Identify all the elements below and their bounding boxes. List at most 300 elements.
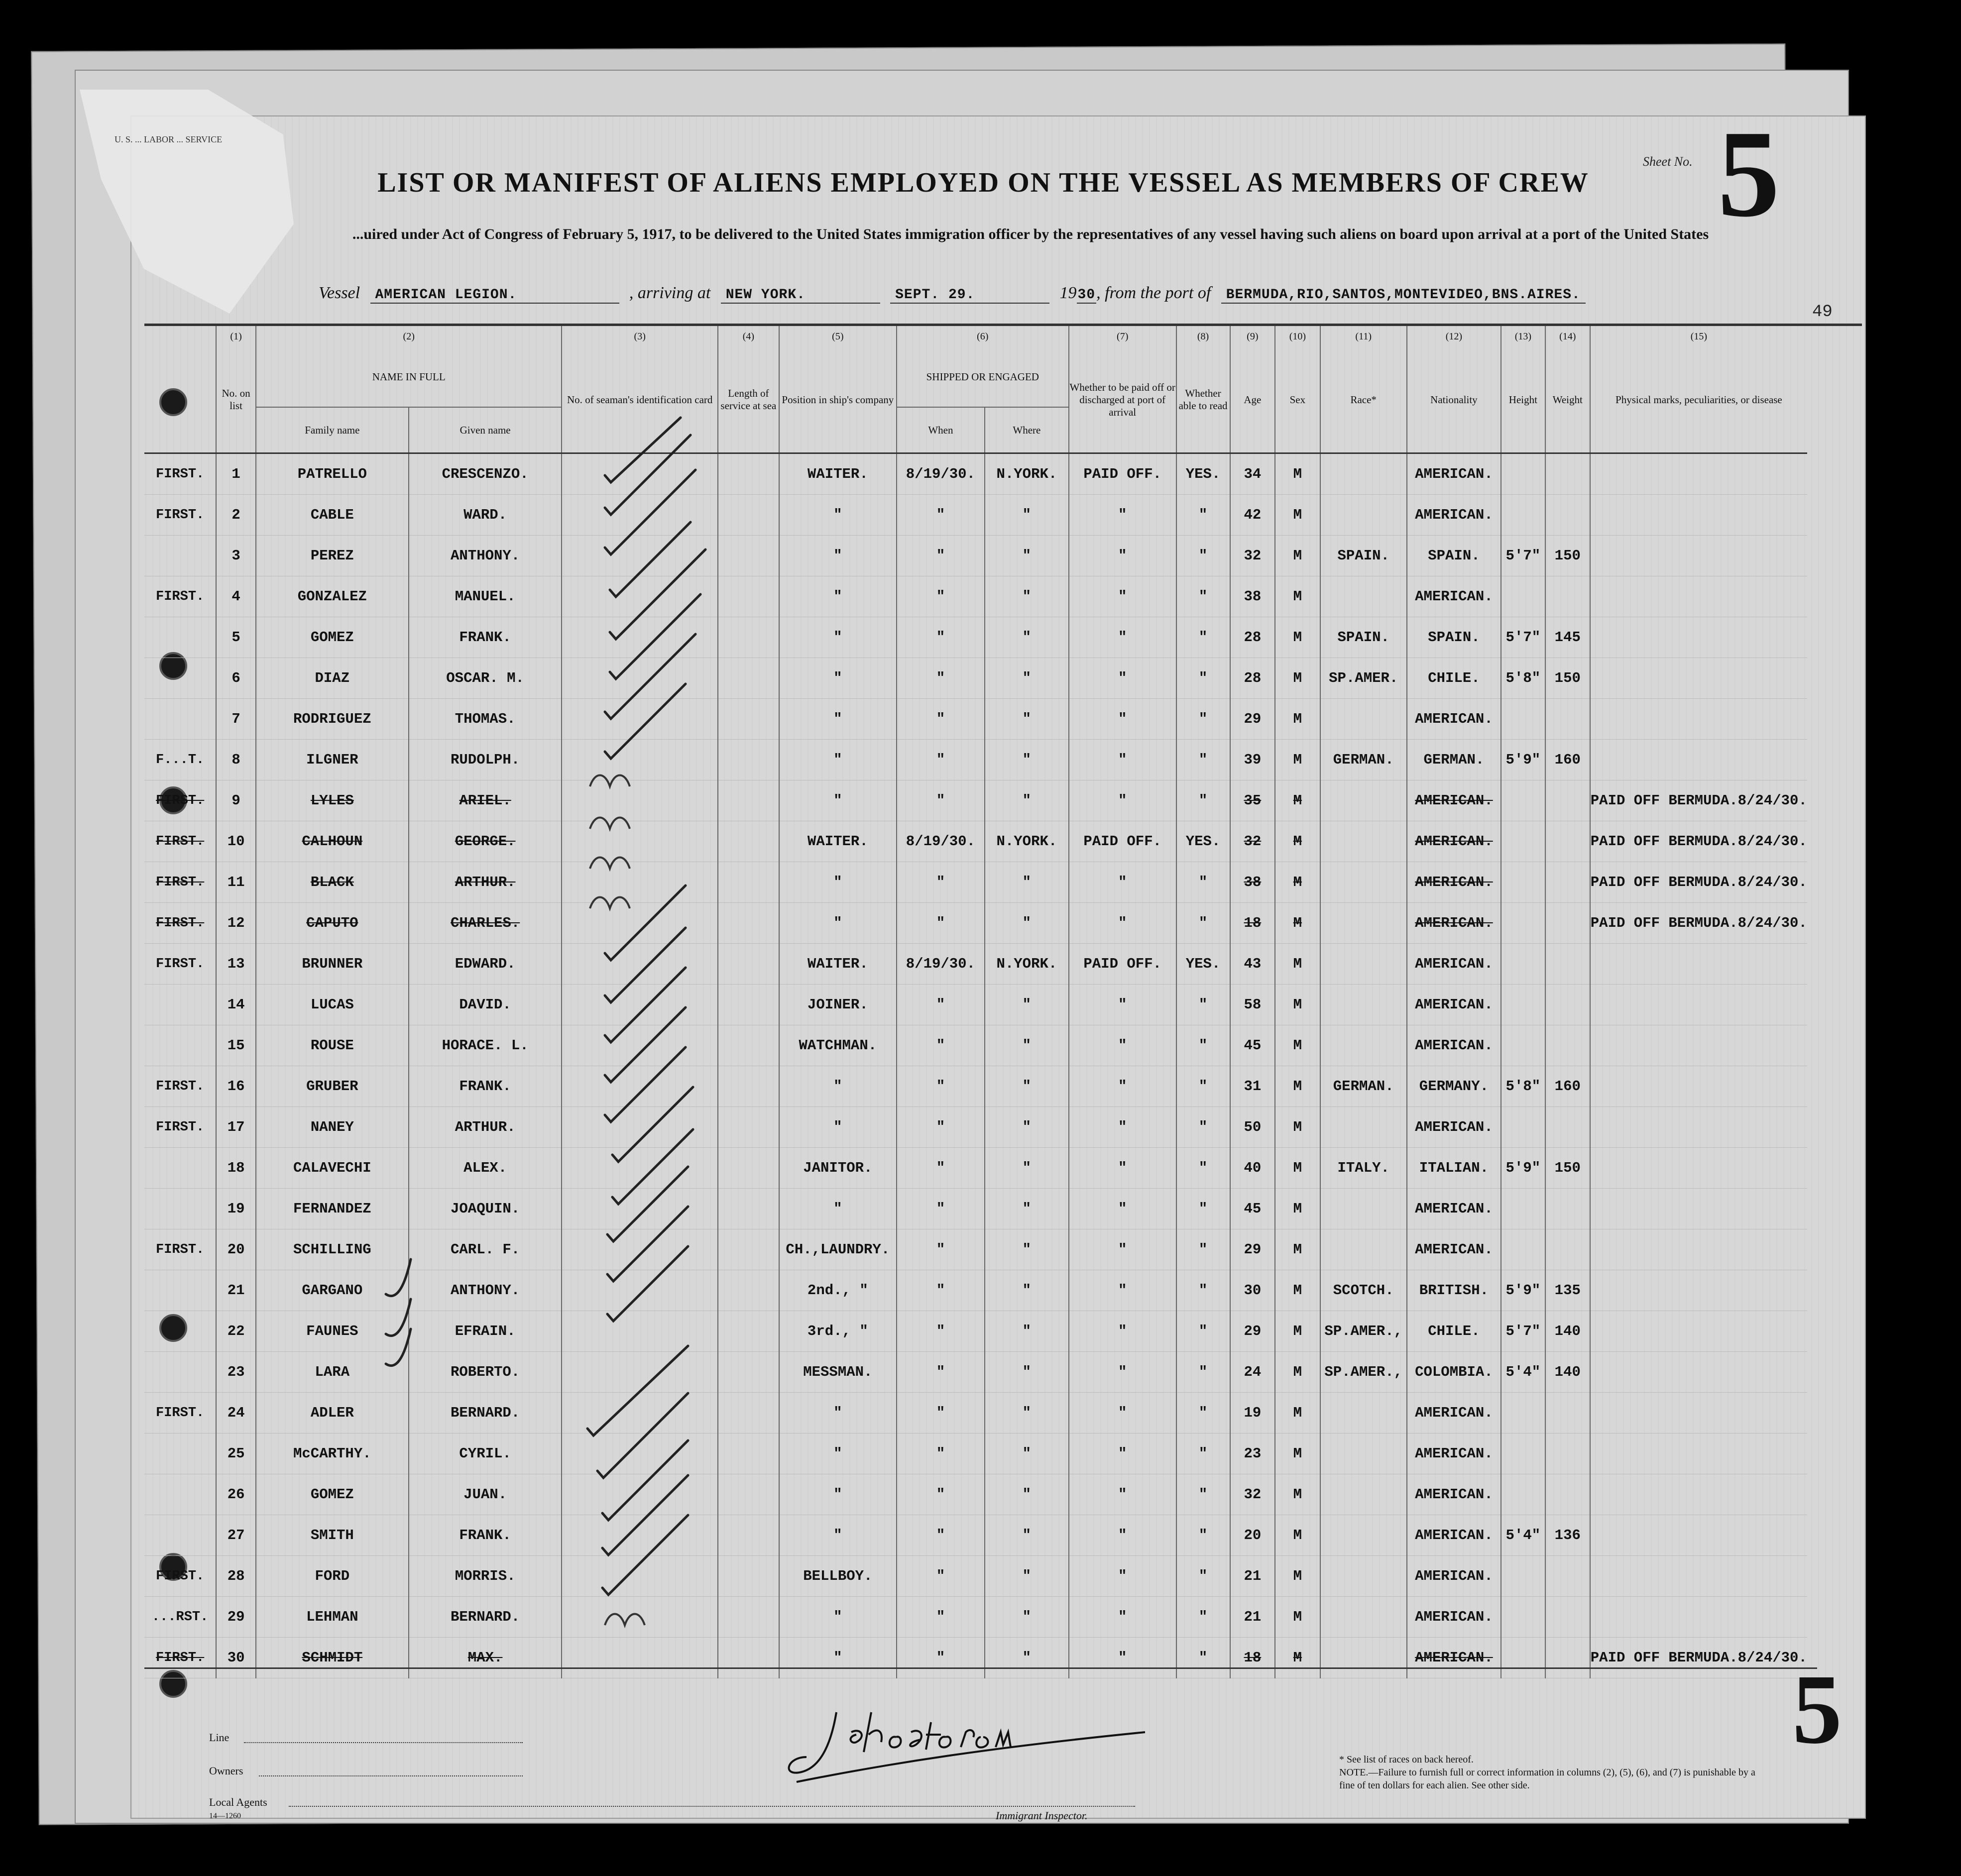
list-number: 9 — [216, 780, 256, 821]
nationality: CHILE. — [1407, 658, 1501, 699]
given-name: CYRIL. — [409, 1434, 562, 1474]
paid-off: " — [1069, 1352, 1176, 1393]
shipped-when: " — [897, 1515, 985, 1556]
position: " — [779, 617, 897, 658]
physical-marks — [1590, 576, 1807, 617]
nationality: AMERICAN. — [1407, 576, 1501, 617]
nationality: COLOMBIA. — [1407, 1352, 1501, 1393]
paid-off: " — [1069, 1597, 1176, 1638]
given-name: CARL. F. — [409, 1229, 562, 1270]
footnote-penalty: NOTE.—Failure to furnish full or correct information in columns (2), (5), (6), and (7) is punishable by a fine of ten dollars for each alien. See other side. — [1339, 1767, 1755, 1791]
length-of-service — [718, 1474, 779, 1515]
position: JOINER. — [779, 985, 897, 1025]
family-name: SCHILLING — [256, 1229, 409, 1270]
race — [1320, 1556, 1407, 1597]
seaman-id-card — [562, 1638, 717, 1678]
shipped-when: " — [897, 699, 985, 740]
able-to-read: " — [1176, 1638, 1230, 1678]
physical-marks: PAID OFF BERMUDA.8/24/30. — [1590, 903, 1807, 944]
position: " — [779, 1515, 897, 1556]
arrival-date: SEPT. 29. — [890, 287, 1049, 304]
nationality: AMERICAN. — [1407, 1107, 1501, 1148]
position: " — [779, 658, 897, 699]
shipped-where: " — [985, 1597, 1069, 1638]
physical-marks: PAID OFF BERMUDA.8/24/30. — [1590, 780, 1807, 821]
given-name: BERNARD. — [409, 1393, 562, 1434]
column-number: (8) — [1176, 326, 1230, 347]
seaman-id-card — [562, 1107, 717, 1148]
given-name: FRANK. — [409, 617, 562, 658]
family-name: McCARTHY. — [256, 1434, 409, 1474]
column-number: (11) — [1320, 326, 1407, 347]
age: 32 — [1230, 821, 1275, 862]
nationality: AMERICAN. — [1407, 1189, 1501, 1229]
shipped-when: " — [897, 1352, 985, 1393]
shipped-where: " — [985, 658, 1069, 699]
header-name-in-full: NAME IN FULL — [256, 347, 562, 407]
sex: M — [1275, 1311, 1320, 1352]
physical-marks — [1590, 1393, 1807, 1434]
paid-off: " — [1069, 1107, 1176, 1148]
able-to-read: " — [1176, 1066, 1230, 1107]
length-of-service — [718, 1229, 779, 1270]
shipped-when: 8/19/30. — [897, 821, 985, 862]
vessel-name: AMERICAN LEGION. — [370, 287, 619, 304]
physical-marks — [1590, 1434, 1807, 1474]
weight — [1545, 862, 1590, 903]
nationality: AMERICAN. — [1407, 699, 1501, 740]
able-to-read: " — [1176, 903, 1230, 944]
sex: M — [1275, 699, 1320, 740]
crew-rows — [144, 453, 1807, 1678]
paid-off: " — [1069, 1311, 1176, 1352]
shipped-where: " — [985, 1515, 1069, 1556]
nationality: AMERICAN. — [1407, 985, 1501, 1025]
given-name: HORACE. L. — [409, 1025, 562, 1066]
able-to-read: " — [1176, 1597, 1230, 1638]
shipped-where: " — [985, 740, 1069, 780]
shipped-when: " — [897, 617, 985, 658]
shipped-when: " — [897, 495, 985, 536]
length-of-service — [718, 1311, 779, 1352]
shipped-when: " — [897, 1638, 985, 1678]
sheet-number: 5 — [1718, 105, 1780, 243]
length-of-service — [718, 453, 779, 495]
shipped-when: " — [897, 1189, 985, 1229]
nationality: AMERICAN. — [1407, 1515, 1501, 1556]
weight — [1545, 1474, 1590, 1515]
shipped-when: " — [897, 1107, 985, 1148]
given-name: RUDOLPH. — [409, 740, 562, 780]
physical-marks — [1590, 536, 1807, 576]
weight: 140 — [1545, 1352, 1590, 1393]
sex: M — [1275, 1638, 1320, 1678]
footnote — [1339, 1753, 1767, 1792]
weight: 160 — [1545, 1066, 1590, 1107]
shipped-where: " — [985, 903, 1069, 944]
table-row — [144, 576, 1807, 617]
given-name: FRANK. — [409, 1066, 562, 1107]
family-name: CALHOUN — [256, 821, 409, 862]
list-number: 8 — [216, 740, 256, 780]
age: 38 — [1230, 576, 1275, 617]
paid-off: PAID OFF. — [1069, 821, 1176, 862]
list-number: 27 — [216, 1515, 256, 1556]
given-name: EFRAIN. — [409, 1311, 562, 1352]
sex: M — [1275, 1189, 1320, 1229]
weight: 160 — [1545, 740, 1590, 780]
physical-marks — [1590, 1189, 1807, 1229]
nationality: CHILE. — [1407, 1311, 1501, 1352]
physical-marks: PAID OFF BERMUDA.8/24/30. — [1590, 862, 1807, 903]
paid-off: " — [1069, 1638, 1176, 1678]
list-number: 12 — [216, 903, 256, 944]
able-to-read: " — [1176, 1311, 1230, 1352]
height: 5'9" — [1501, 1148, 1545, 1189]
list-number: 14 — [216, 985, 256, 1025]
weight — [1545, 1107, 1590, 1148]
height — [1501, 576, 1545, 617]
nationality: ITALIAN. — [1407, 1148, 1501, 1189]
paid-off: " — [1069, 617, 1176, 658]
height — [1501, 1556, 1545, 1597]
height: 5'4" — [1501, 1352, 1545, 1393]
shipped-when: " — [897, 780, 985, 821]
column-number: (14) — [1545, 326, 1590, 347]
first-class-mark: FIRST. — [144, 576, 216, 617]
race — [1320, 985, 1407, 1025]
header-where: Where — [985, 407, 1069, 453]
shipped-where: " — [985, 536, 1069, 576]
first-class-mark: FIRST. — [144, 1229, 216, 1270]
page-number: 49 — [1812, 303, 1833, 322]
height — [1501, 985, 1545, 1025]
given-name: JUAN. — [409, 1474, 562, 1515]
bottom-sheet-number: 5 — [1792, 1655, 1842, 1765]
length-of-service — [718, 944, 779, 985]
shipped-where: " — [985, 1311, 1069, 1352]
paid-off: " — [1069, 903, 1176, 944]
seaman-id-card — [562, 617, 717, 658]
length-of-service — [718, 658, 779, 699]
race — [1320, 1107, 1407, 1148]
given-name: MAX. — [409, 1638, 562, 1678]
column-number: (2) — [256, 326, 562, 347]
family-name: GARGANO — [256, 1270, 409, 1311]
nationality: AMERICAN. — [1407, 1556, 1501, 1597]
family-name: LYLES — [256, 780, 409, 821]
seaman-id-card — [562, 1025, 717, 1066]
local-agents-label: Local Agents — [209, 1796, 267, 1808]
seaman-id-card — [562, 495, 717, 536]
height — [1501, 1638, 1545, 1678]
first-class-mark — [144, 1025, 216, 1066]
height: 5'7" — [1501, 1311, 1545, 1352]
height — [1501, 944, 1545, 985]
page-subtitle: ...uired under Act of Congress of February 5, 1917, to be delivered to the United States immigration officer by the representatives of any vessel having such aliens on board upon arrival at a port of the United States — [352, 226, 1709, 242]
crew-manifest-table — [144, 326, 1807, 1678]
column-number: (15) — [1590, 326, 1807, 347]
shipped-when: " — [897, 1597, 985, 1638]
position: " — [779, 1066, 897, 1107]
sex: M — [1275, 1148, 1320, 1189]
first-class-mark: FIRST. — [144, 1066, 216, 1107]
sex: M — [1275, 1434, 1320, 1474]
able-to-read: " — [1176, 536, 1230, 576]
height — [1501, 862, 1545, 903]
paid-off: PAID OFF. — [1069, 453, 1176, 495]
header-weight: Weight — [1545, 347, 1590, 453]
given-name: JOAQUIN. — [409, 1189, 562, 1229]
given-name: THOMAS. — [409, 699, 562, 740]
able-to-read: " — [1176, 1515, 1230, 1556]
nationality: BRITISH. — [1407, 1270, 1501, 1311]
able-to-read: " — [1176, 1474, 1230, 1515]
list-number: 18 — [216, 1148, 256, 1189]
paid-off: " — [1069, 1189, 1176, 1229]
physical-marks: PAID OFF BERMUDA.8/24/30. — [1590, 821, 1807, 862]
footer-rule — [144, 1667, 1817, 1669]
first-class-mark — [144, 1352, 216, 1393]
physical-marks — [1590, 1270, 1807, 1311]
sex: M — [1275, 903, 1320, 944]
nationality: AMERICAN. — [1407, 821, 1501, 862]
family-name: GONZALEZ — [256, 576, 409, 617]
list-number: 3 — [216, 536, 256, 576]
vessel-line — [319, 284, 1812, 304]
weight — [1545, 780, 1590, 821]
family-name: CAPUTO — [256, 903, 409, 944]
height: 5'7" — [1501, 617, 1545, 658]
age: 42 — [1230, 495, 1275, 536]
paid-off: " — [1069, 1556, 1176, 1597]
first-class-mark — [144, 1189, 216, 1229]
age: 29 — [1230, 1311, 1275, 1352]
paid-off: " — [1069, 1434, 1176, 1474]
list-number: 25 — [216, 1434, 256, 1474]
first-class-mark: FIRST. — [144, 453, 216, 495]
position: " — [779, 536, 897, 576]
list-number: 2 — [216, 495, 256, 536]
weight — [1545, 1597, 1590, 1638]
paid-off: " — [1069, 699, 1176, 740]
physical-marks — [1590, 1066, 1807, 1107]
header-shipped-or-engaged: SHIPPED OR ENGAGED — [897, 347, 1069, 407]
shipped-where: " — [985, 699, 1069, 740]
length-of-service — [718, 821, 779, 862]
header-able-to-read: Whether able to read — [1176, 347, 1230, 453]
able-to-read: " — [1176, 985, 1230, 1025]
from-label: , from the port of — [1096, 284, 1211, 302]
nationality: AMERICAN. — [1407, 944, 1501, 985]
first-class-mark: FIRST. — [144, 495, 216, 536]
inspector-label: Immigrant Inspector. — [996, 1809, 1088, 1822]
first-class-mark: FIRST. — [144, 780, 216, 821]
able-to-read: " — [1176, 1107, 1230, 1148]
shipped-when: " — [897, 1434, 985, 1474]
race: SP.AMER. — [1320, 658, 1407, 699]
nationality: AMERICAN. — [1407, 1229, 1501, 1270]
first-class-mark: FIRST. — [144, 1638, 216, 1678]
list-number: 4 — [216, 576, 256, 617]
shipped-where: " — [985, 780, 1069, 821]
given-name: EDWARD. — [409, 944, 562, 985]
physical-marks — [1590, 1311, 1807, 1352]
height — [1501, 821, 1545, 862]
list-number: 20 — [216, 1229, 256, 1270]
paid-off: PAID OFF. — [1069, 944, 1176, 985]
age: 19 — [1230, 1393, 1275, 1434]
able-to-read: " — [1176, 576, 1230, 617]
seaman-id-card — [562, 985, 717, 1025]
weight — [1545, 699, 1590, 740]
seaman-id-card — [562, 1393, 717, 1434]
column-number: (12) — [1407, 326, 1501, 347]
race — [1320, 1474, 1407, 1515]
length-of-service — [718, 862, 779, 903]
physical-marks: PAID OFF BERMUDA.8/24/30. — [1590, 1638, 1807, 1678]
race: SPAIN. — [1320, 617, 1407, 658]
table-row — [144, 658, 1807, 699]
table-row — [144, 903, 1807, 944]
shipped-when: " — [897, 903, 985, 944]
list-number: 16 — [216, 1066, 256, 1107]
table-row — [144, 821, 1807, 862]
shipped-where: " — [985, 1352, 1069, 1393]
position: WAITER. — [779, 944, 897, 985]
seaman-id-card — [562, 699, 717, 740]
position: " — [779, 576, 897, 617]
age: 29 — [1230, 1229, 1275, 1270]
sex: M — [1275, 1474, 1320, 1515]
column-number: (3) — [562, 326, 717, 347]
list-number: 24 — [216, 1393, 256, 1434]
list-number: 6 — [216, 658, 256, 699]
race — [1320, 1434, 1407, 1474]
family-name: LARA — [256, 1352, 409, 1393]
able-to-read: " — [1176, 495, 1230, 536]
nationality: AMERICAN. — [1407, 495, 1501, 536]
family-name: ADLER — [256, 1393, 409, 1434]
position: " — [779, 903, 897, 944]
given-name: ANTHONY. — [409, 1270, 562, 1311]
age: 28 — [1230, 658, 1275, 699]
list-number: 26 — [216, 1474, 256, 1515]
sex: M — [1275, 1107, 1320, 1148]
shipped-where: N.YORK. — [985, 453, 1069, 495]
age: 30 — [1230, 1270, 1275, 1311]
position: CH.,LAUNDRY. — [779, 1229, 897, 1270]
list-number: 10 — [216, 821, 256, 862]
paid-off: " — [1069, 1515, 1176, 1556]
given-name: CHARLES. — [409, 903, 562, 944]
length-of-service — [718, 495, 779, 536]
length-of-service — [718, 1556, 779, 1597]
shipped-where: " — [985, 1189, 1069, 1229]
first-class-mark: FIRST. — [144, 1556, 216, 1597]
able-to-read: YES. — [1176, 821, 1230, 862]
length-of-service — [718, 740, 779, 780]
able-to-read: " — [1176, 1229, 1230, 1270]
table-row — [144, 1638, 1807, 1678]
shipped-when: " — [897, 1025, 985, 1066]
age: 18 — [1230, 903, 1275, 944]
physical-marks — [1590, 495, 1807, 536]
sex: M — [1275, 1556, 1320, 1597]
able-to-read: " — [1176, 1270, 1230, 1311]
physical-marks — [1590, 1515, 1807, 1556]
footnote-races: * See list of races on back hereof. — [1339, 1754, 1474, 1765]
weight — [1545, 453, 1590, 495]
first-class-mark: FIRST. — [144, 1107, 216, 1148]
able-to-read: " — [1176, 1434, 1230, 1474]
age: 29 — [1230, 699, 1275, 740]
nationality: SPAIN. — [1407, 617, 1501, 658]
first-class-mark — [144, 1148, 216, 1189]
height: 5'8" — [1501, 658, 1545, 699]
seaman-id-card — [562, 1229, 717, 1270]
seaman-id-card — [562, 658, 717, 699]
height — [1501, 1025, 1545, 1066]
first-class-mark — [144, 536, 216, 576]
position: " — [779, 1189, 897, 1229]
sex: M — [1275, 1352, 1320, 1393]
shipped-when: " — [897, 576, 985, 617]
race — [1320, 1025, 1407, 1066]
family-name: LUCAS — [256, 985, 409, 1025]
family-name: FERNANDEZ — [256, 1189, 409, 1229]
age: 28 — [1230, 617, 1275, 658]
length-of-service — [718, 1270, 779, 1311]
table-row — [144, 862, 1807, 903]
owners-field — [259, 1775, 523, 1776]
weight: 150 — [1545, 658, 1590, 699]
race: SPAIN. — [1320, 536, 1407, 576]
weight — [1545, 821, 1590, 862]
header-when: When — [897, 407, 985, 453]
column-number: (1) — [216, 326, 256, 347]
first-class-mark: FIRST. — [144, 821, 216, 862]
nationality: AMERICAN. — [1407, 453, 1501, 495]
seaman-id-card — [562, 903, 717, 944]
position: WAITER. — [779, 453, 897, 495]
departure-ports: BERMUDA,RIO,SANTOS,MONTEVIDEO,BNS.AIRES. — [1221, 287, 1586, 304]
position: " — [779, 1474, 897, 1515]
race: SCOTCH. — [1320, 1270, 1407, 1311]
weight — [1545, 985, 1590, 1025]
age: 39 — [1230, 740, 1275, 780]
seaman-id-card — [562, 1148, 717, 1189]
seaman-id-card — [562, 1515, 717, 1556]
age: 32 — [1230, 536, 1275, 576]
shipped-where: " — [985, 617, 1069, 658]
weight — [1545, 495, 1590, 536]
sex: M — [1275, 740, 1320, 780]
column-number-row — [144, 326, 1807, 347]
height — [1501, 1434, 1545, 1474]
physical-marks — [1590, 1229, 1807, 1270]
weight — [1545, 1229, 1590, 1270]
race — [1320, 1189, 1407, 1229]
race — [1320, 1393, 1407, 1434]
paid-off: " — [1069, 536, 1176, 576]
column-number: (4) — [718, 326, 779, 347]
line-field — [244, 1742, 523, 1743]
family-name: BLACK — [256, 862, 409, 903]
length-of-service — [718, 576, 779, 617]
family-name: GRUBER — [256, 1066, 409, 1107]
age: 58 — [1230, 985, 1275, 1025]
